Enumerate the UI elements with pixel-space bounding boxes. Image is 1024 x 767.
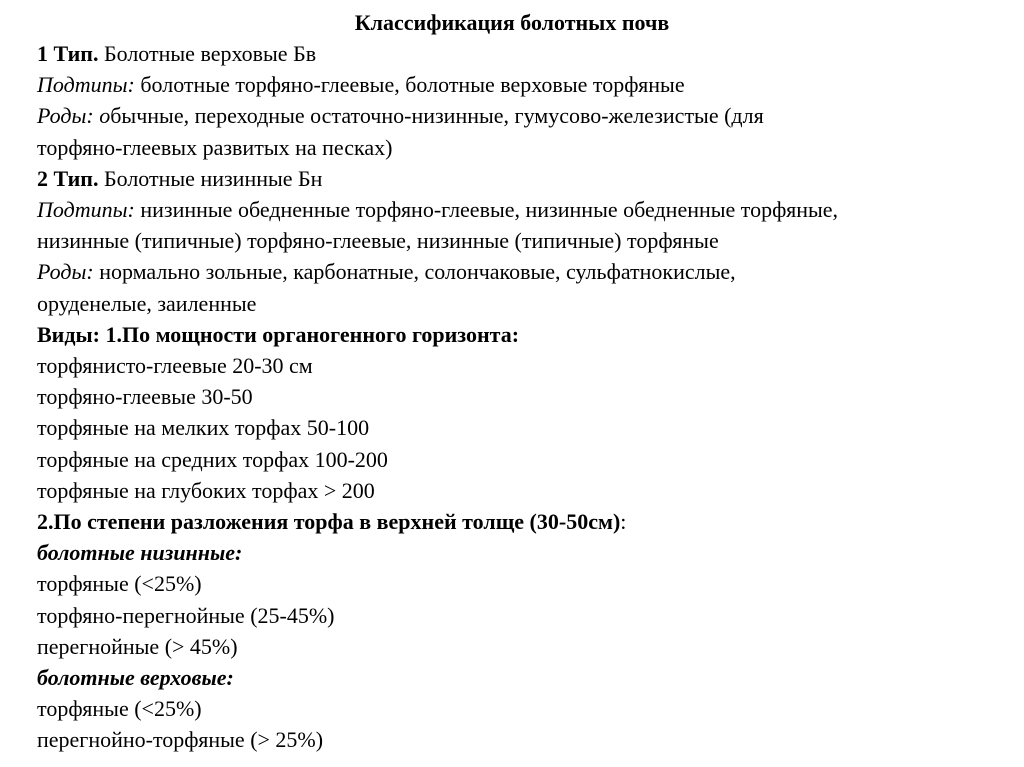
type2-subtypes-label: Подтипы: [37, 197, 135, 223]
upland-item: перегнойно-торфяные (> 25%) [37, 727, 324, 753]
type2-subtypes-line-2: низинные (типичные) торфяно-глеевые, низинные (типичные) торфяные [37, 228, 719, 254]
upland-label: болотные верховые: [37, 665, 234, 691]
document-title: Классификация болотных почв [354, 10, 670, 35]
upland-item: торфяные (<25%) [37, 696, 202, 722]
type2-subtypes-line [37, 194, 997, 225]
thickness-item: торфянисто-глеевые 20-30 см [37, 353, 313, 379]
type2-name: Болотные низинные Бн [98, 165, 323, 191]
type1-genera-label: Роды: о [37, 103, 111, 129]
type2-subtypes-1: низинные обедненные торфяно-глеевые, низинные обедненные торфяные, [134, 197, 839, 223]
thickness-item: торфяно-глеевые 30-50 [37, 384, 253, 410]
type2-genera-line [37, 256, 997, 287]
type1-genera-line-2: торфяно-глеевых развитых на песках) [37, 134, 393, 160]
thickness-item: торфяные на глубоких торфах > 200 [37, 477, 375, 503]
type1-line [37, 38, 997, 69]
lowland-label: болотные низинные: [37, 540, 243, 566]
thickness-item: торфяные на мелких торфах 50-100 [37, 415, 370, 441]
lowland-item: торфяно-перегнойные (25-45%) [37, 602, 335, 628]
lowland-item: торфяные (<25%) [37, 571, 202, 597]
type2-line [37, 163, 997, 194]
decomposition-heading-suffix: : [620, 509, 627, 535]
type1-genera-line [37, 100, 997, 131]
type2-genera-1: нормально зольные, карбонатные, солончаковые, сульфатнокислые, [93, 259, 736, 285]
species-heading-thickness: Виды: 1.По мощности органогенного горизонта: [37, 321, 520, 347]
type2-label: 2 Тип. [37, 165, 99, 191]
document-body [37, 38, 997, 756]
species-heading-decomposition [37, 506, 997, 537]
type1-subtypes: болотные торфяно-глеевые, болотные верховые торфяные [134, 72, 685, 98]
type1-label: 1 Тип. [37, 41, 99, 66]
type2-genera-label: Роды: [37, 259, 94, 285]
thickness-item: торфяные на средних торфах 100-200 [37, 446, 388, 472]
type1-name: Болотные верховые Бв [98, 41, 317, 66]
type2-genera-line-2: оруденелые, заиленные [37, 290, 257, 316]
decomposition-heading: 2.По степени разложения торфа в верхней толще (30-50см) [37, 509, 621, 535]
lowland-item: перегнойные (> 45%) [37, 633, 238, 659]
type1-genera-1: бычные, переходные остаточно-низинные, гумусово-железистые (для [110, 103, 764, 129]
type1-subtypes-line [37, 69, 997, 100]
type1-subtypes-label: Подтипы: [37, 72, 135, 98]
